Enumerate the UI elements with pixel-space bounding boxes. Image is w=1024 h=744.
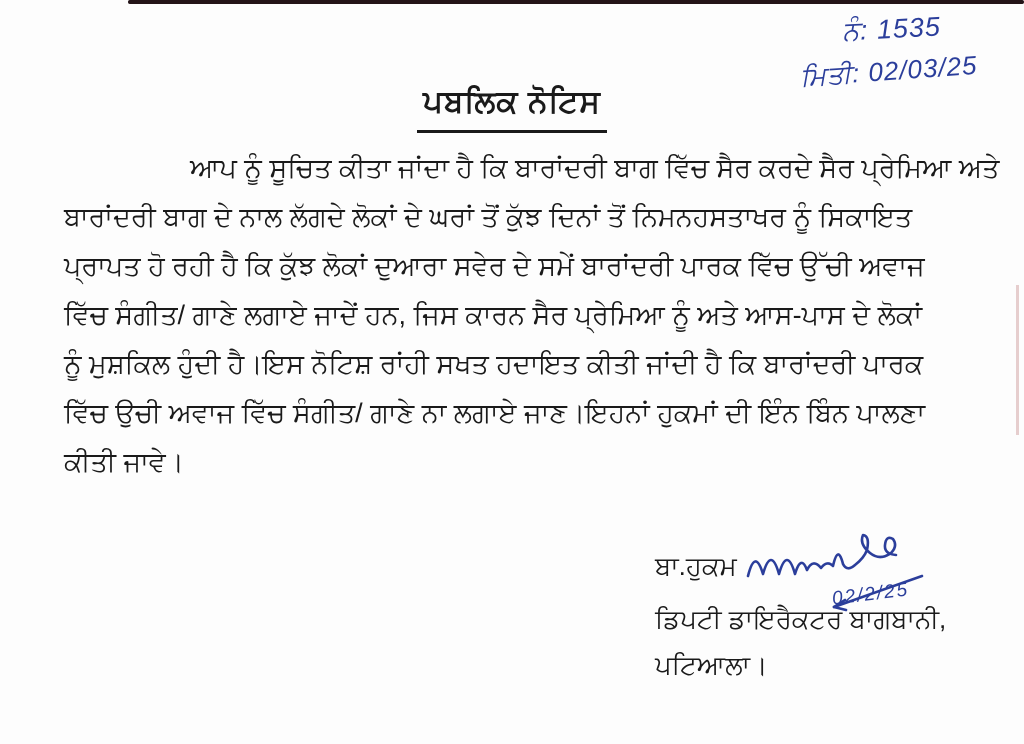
signature-date: 02/2/25 <box>830 579 911 610</box>
body-line: ਬਾਰਾਂਦਰੀ ਬਾਗ ਦੇ ਨਾਲ ਲੱਗਦੇ ਲੋਕਾਂ ਦੇ ਘਰਾਂ ਤੋਂ ਕੁੱਝ ਦਿਨਾਂ ਤੋਂ ਨਿਮਨਹਸਤਾਖਰ ਨੂੰ ਸਿਕਾਇਤ <box>64 202 913 232</box>
body-line: ਵਿੱਚ ਸੰਗੀਤ/ ਗਾਣੇ ਲਗਾਏ ਜਾਦੇਂ ਹਨ, ਜਿਸ ਕਾਰਨ ਸੈਰ ਪ੍ਰੇਮਿਆ ਨੂੰ ਅਤੇ ਆਸ-ਪਾਸ ਦੇ ਲੋਕਾਂ <box>64 300 922 330</box>
page-title: ਪਬਲਿਕ ਨੋਟਿਸ <box>417 84 607 133</box>
by-order-label: ਬਾ.ਹੁਕਮ <box>655 551 737 581</box>
body-line: ਪ੍ਰਾਪਤ ਹੋ ਰਹੀ ਹੈ ਕਿ ਕੁੱਝ ਲੋਕਾਂ ਦੁਆਰਾ ਸਵੇਰ ਦੇ ਸਮੇਂ ਬਾਰਾਂਦਰੀ ਪਾਰਕ ਵਿੱਚ ਉੱਚੀ ਅਵਾਜ <box>64 251 925 281</box>
body-line: ਨੂੰ ਮੁਸ਼ਕਿਲ ਹੁੰਦੀ ਹੈ।ਇਸ ਨੋਟਿਸ਼ ਰਾਂਹੀ ਸਖਤ ਹਦਾਇਤ ਕੀਤੀ ਜਾਂਦੀ ਹੈ ਕਿ ਬਾਰਾਂਦਰੀ ਪਾਰਕ <box>64 349 924 379</box>
scan-edge-artifact <box>128 0 1024 4</box>
handwritten-ref-number: ਨੰ: 1535 <box>841 11 942 47</box>
body-line: ਕੀਤੀ ਜਾਵੇ। <box>64 447 184 477</box>
body-line: ਵਿੱਚ ਉਚੀ ਅਵਾਜ ਵਿੱਚ ਸੰਗੀਤ/ ਗਾਣੇ ਨਾ ਲਗਾਏ ਜਾਣ।ਇਹਨਾਂ ਹੁਕਮਾਂ ਦੀ ਇੰਨ ਬਿੰਨ ਪਾਲਣਾ <box>64 398 926 428</box>
scan-right-artifact <box>1016 285 1019 435</box>
notice-body <box>64 144 1000 487</box>
signatory-place: ਪਟਿਆਲਾ। <box>655 650 768 680</box>
notice-title-row <box>0 84 1024 133</box>
body-line: ਆਪ ਨੂੰ ਸੂਚਿਤ ਕੀਤਾ ਜਾਂਦਾ ਹੈ ਕਿ ਬਾਰਾਂਦਰੀ ਬਾਗ ਵਿੱਚ ਸੈਰ ਕਰਦੇ ਸੈਰ ਪ੍ਰੇਮਿਆ ਅਤੇ <box>190 153 1000 183</box>
handwritten-date: ਮਿਤੀ: 02/03/25 <box>799 49 979 93</box>
signatory-designation: ਡਿਪਟੀ ਡਾਇਰੈਕਟਰ ਬਾਗਬਾਨੀ, <box>655 604 947 634</box>
